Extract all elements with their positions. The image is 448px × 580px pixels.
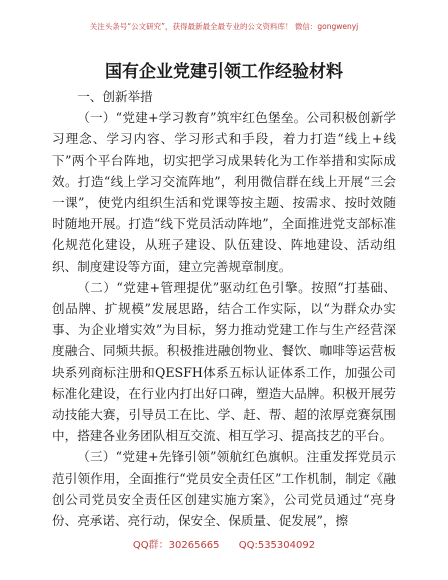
paragraph-management: （二）“党建+管理提优”驱动红色引擎。按照“打基础、创品牌、扩规模”发展思路，结合工作实际，以“为群众办实事、为企业增实效”为目标，努力推动党建工作与生产经营深度融合、同频共振。积极推进融创物业、餐饮、咖啡等运营板块系列商标注册和QESFH体系五标认证体系工作，加强公司标准化建设，在行业内打出好口碑，塑造大品牌。积极开展劳动技能大赛，引导员工在比、学、赶、帮、超的浓厚竞赛氛围中，搭建各业务团队相互交流、相互学习、提高技艺的平台。 (52, 279, 396, 444)
section-heading: 一、创新举措 (77, 89, 153, 104)
header-notice: 关注头条号“公文研究”，获得最新最全最专业的公文资料库！ 微信：gongwenyj (89, 22, 359, 31)
footer-contact (0, 540, 448, 552)
paragraph-study: （一）“党建+学习教育”筑牢红色堡垒。公司积极创新学习理念、学习内容、学习形式和手段，着力打造“线上+线下”两个平台阵地，切实把学习成果转化为工作举措和实际成效。打造“线上学习交流阵地”，利用微信群在线上开展“三会一课”，使党内组织生活和党课等按主题、按需求、按时效随时随地开展。打造“线下党员活动阵地”，全面推进党支部标准化规范化建设，从班子建设、队伍建设、阵地建设、活动组织、制度建设等方面，建立完善规章制度。 (52, 110, 396, 274)
document-body (52, 86, 396, 531)
paragraph-vanguard: （三）“党建+先锋引领”领航红色旗帜。注重发挥党员示范引领作用，全面推行“党员安全责任区”工作机制，制定《融创公司党员安全责任区创建实施方案》，公司党员通过“亮身份、亮承诺、亮行动，保安全、保质量、促发展”，擦 (52, 449, 396, 529)
footer-qq: QQ:535304092 (238, 540, 316, 551)
document-title: 国有企业党建引领工作经验材料 (105, 62, 343, 82)
footer-qq-group: QQ群：30265665 (132, 540, 220, 551)
